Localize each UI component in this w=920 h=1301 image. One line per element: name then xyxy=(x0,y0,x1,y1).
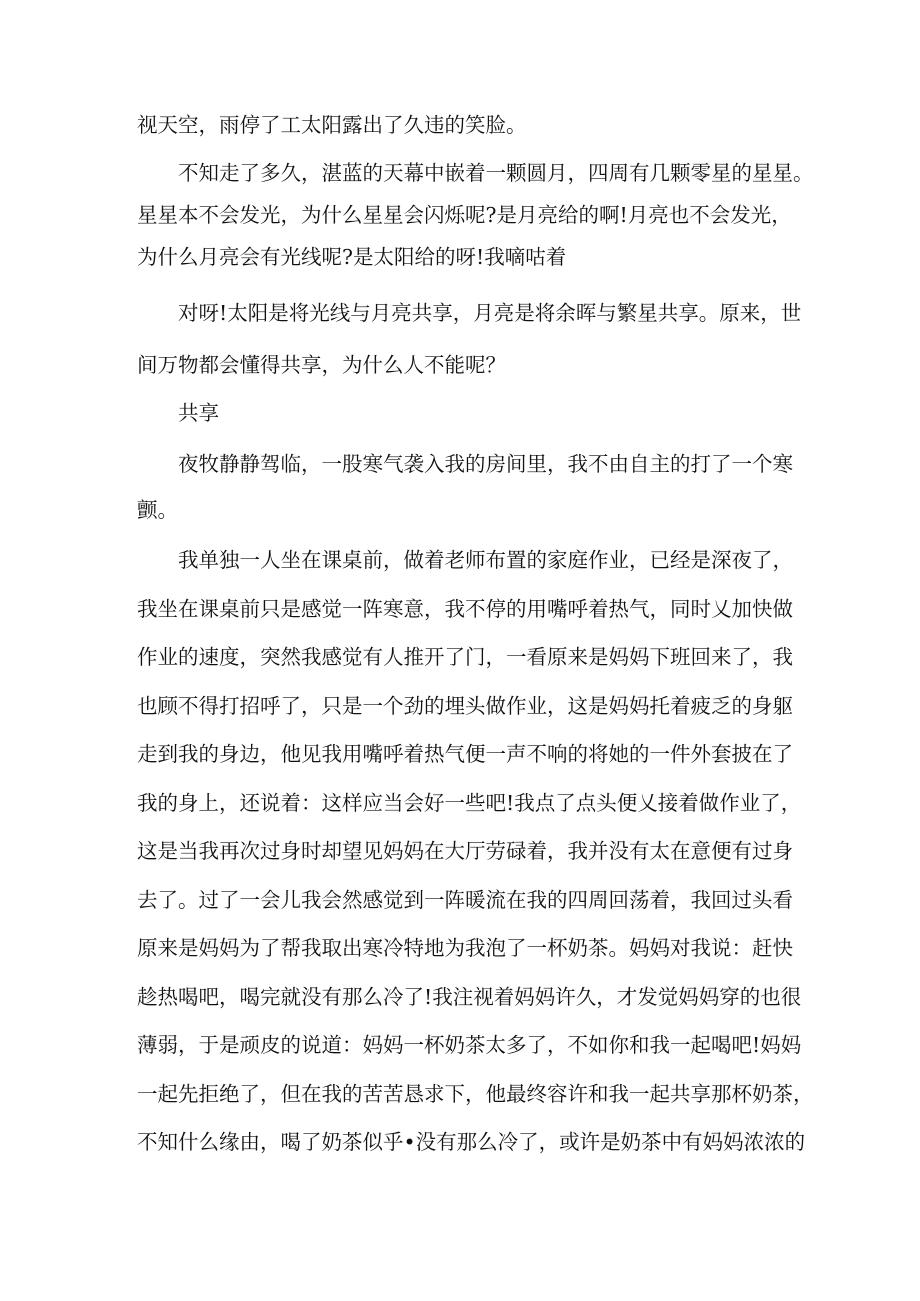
text-line: 不知走了多久，湛蓝的天幕中嵌着一颗圆月，四周有几颗零星的星星。 xyxy=(178,161,814,185)
text-line: 我的身上，还说着：这样应当会好一些吧!我点了点头便乂接着做作业了， xyxy=(137,791,802,815)
text-line: 也顾不得打招呼了，只是一个劲的埋头做作业，这是妈妈托着疲乏的身躯 xyxy=(137,694,793,718)
text-line: 走到我的身边，他见我用嘴呼着热气便一声不响的将她的一件外套披在了 xyxy=(137,742,793,766)
text-line: 夜牧静静驾临，一股寒气袭入我的房间里，我不由自主的打了一个寒 xyxy=(178,452,793,476)
text-line: 对呀!太阳是将光线与月亮共享，月亮是将余晖与繁星共享。原来，世 xyxy=(178,301,802,325)
text-line: 我坐在课桌前只是感觉一阵寒意，我不停的用嘴呼着热气，同时乂加快做 xyxy=(137,597,793,621)
text-line: 我单独一人坐在课桌前，做着老师布置的家庭作业，已经是深夜了， xyxy=(178,548,793,572)
text-line: 这是当我再次过身时却望见妈妈在大厅劳碌着，我并没有太在意便有过身 xyxy=(137,839,793,863)
text-line: 去了。过了一会儿我会然感觉到一阵暖流在我的四周回荡着，我回过头看 xyxy=(137,888,793,912)
text-line: 趁热喝吧，喝完就没有那么冷了!我注视着妈妈许久，才发觉妈妈穿的也很 xyxy=(137,985,802,1009)
text-line: 薄弱，于是顽皮的说道：妈妈一杯奶茶太多了，不如你和我一起喝吧!妈妈 xyxy=(137,1033,802,1057)
text-line: 星星本不会发光，为什么星星会闪烁呢?是月亮给的啊!月亮也不会发光， xyxy=(137,203,792,227)
text-line: 颤。 xyxy=(137,498,178,522)
text-line: 视天空，雨停了工太阳露出了久违的笑脸。 xyxy=(137,113,527,137)
text-line: 间万物都会懂得共享，为什么人不能呢？ xyxy=(137,353,506,377)
text-line: 一起先拒绝了，但在我的苦苦恳求下，他最终容许和我一起共享那杯奶茶， xyxy=(137,1082,814,1106)
section-heading: 共享 xyxy=(178,401,219,425)
text-line: 为什么月亮会有光线呢?是太阳给的呀!我嘀咕着 xyxy=(137,245,567,269)
text-line: 作业的速度，突然我感觉有人推开了门，一看原来是妈妈下班回来了，我 xyxy=(137,645,793,669)
text-line: 不知什么缘由，喝了奶茶似乎•没有那么冷了，或许是奶茶中有妈妈浓浓的 xyxy=(137,1130,806,1154)
text-line: 原来是妈妈为了帮我取出寒冷特地为我泡了一杯奶茶。妈妈对我说：赶快 xyxy=(137,936,793,960)
